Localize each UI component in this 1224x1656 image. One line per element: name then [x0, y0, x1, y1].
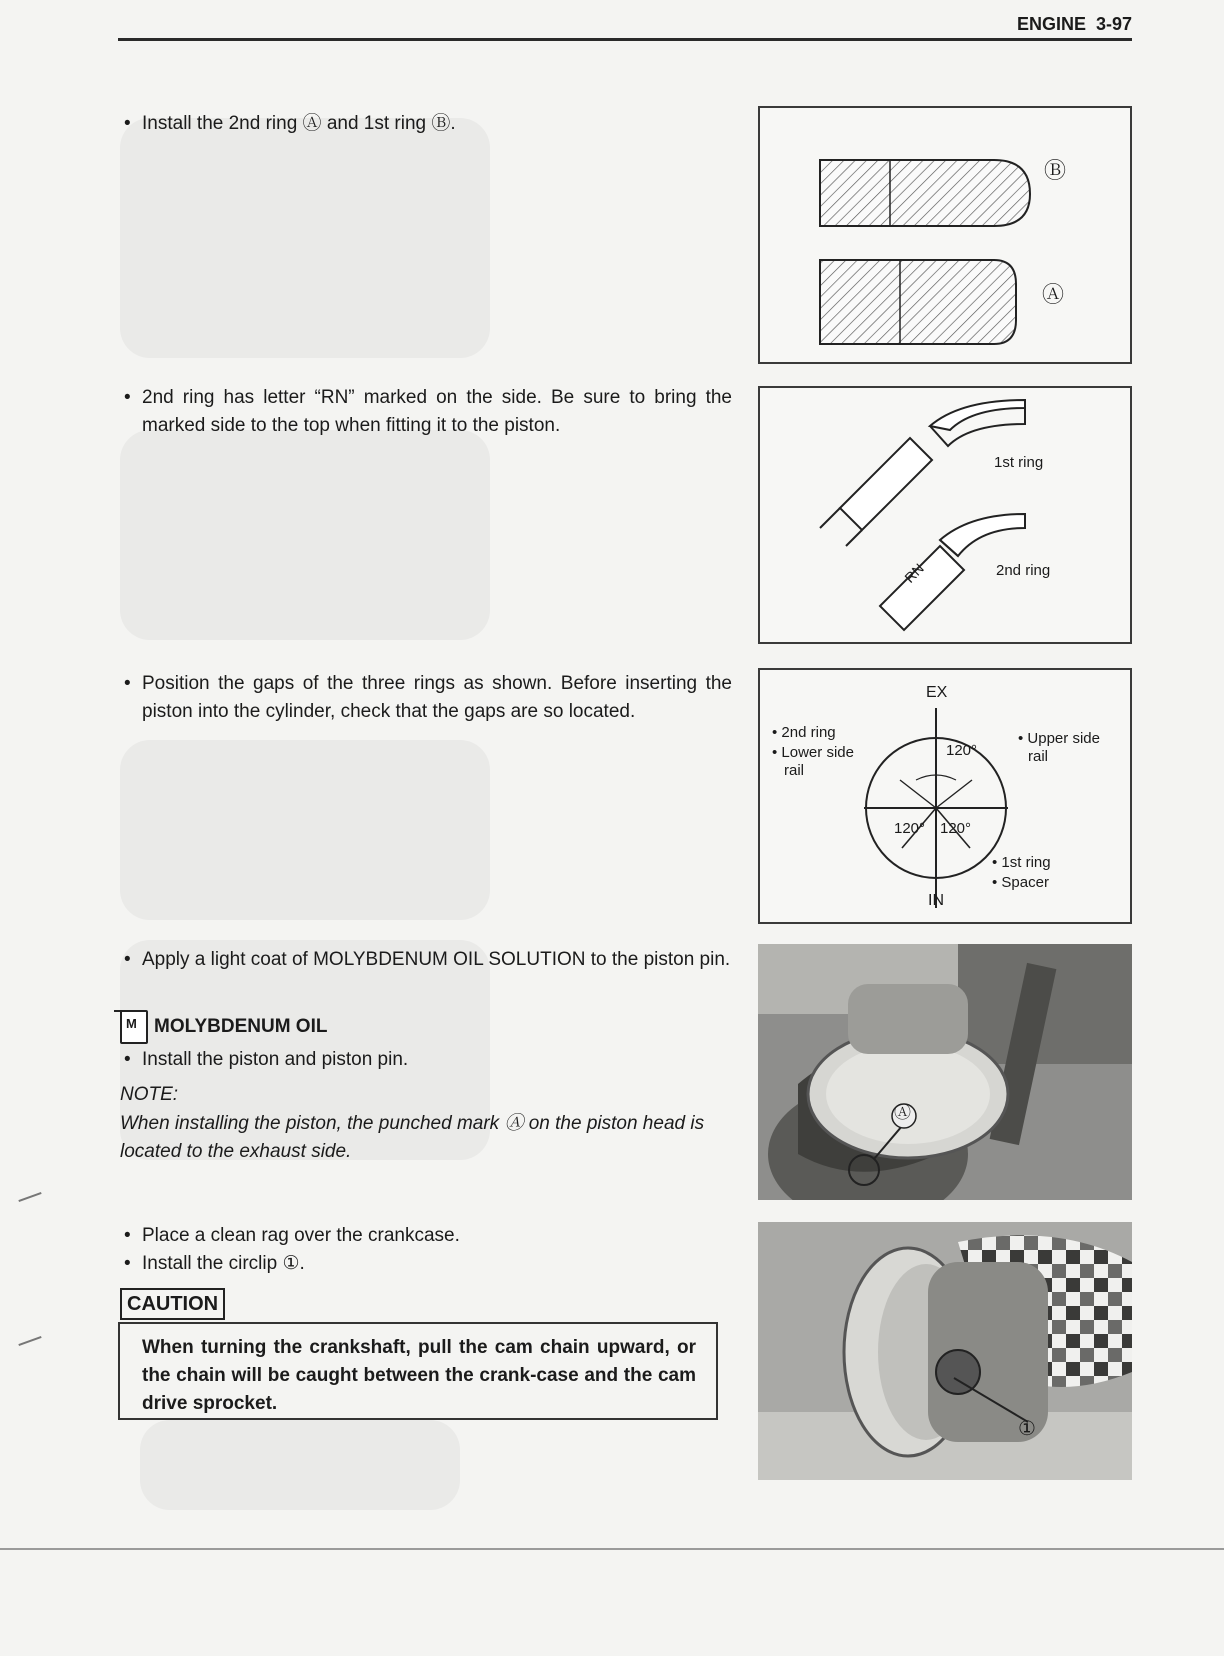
label-mark-b: Ⓑ — [1044, 158, 1067, 183]
photo-mark-a: Ⓐ — [894, 1103, 911, 1122]
label-rn-mark: RN — [901, 560, 927, 586]
section-title: ENGINE — [1016, 14, 1086, 34]
piston-install-photo — [758, 944, 1132, 1200]
page-header — [1017, 14, 1132, 35]
label-in: IN — [928, 892, 944, 909]
ring-gap-figure — [758, 668, 1132, 924]
label-upper-side: • Upper side — [1018, 730, 1100, 747]
label-angle: 120° — [946, 742, 978, 759]
label-mark-a: Ⓐ — [1042, 282, 1065, 307]
caution-label: CAUTION — [120, 1288, 225, 1320]
circlip-photo — [758, 1222, 1132, 1480]
margin-mark — [18, 1192, 41, 1202]
label-2nd-ring: • 2nd ring — [772, 724, 836, 741]
oil-label: MOLYBDENUM OIL — [154, 1016, 328, 1037]
step-rn-mark: • 2nd ring has letter “RN” marked on the side. Be sure to bring the marked side to the top when fitting it to the piston. — [120, 384, 732, 440]
step-place-rag: • Place a clean rag over the crankcase. — [120, 1222, 732, 1250]
photo-mark-1: ① — [1018, 1418, 1036, 1440]
page-number: 3-97 — [1095, 14, 1132, 34]
ring-gap-diagram — [760, 670, 1130, 922]
piston-photo-illustration — [758, 944, 1132, 1200]
label-ex: EX — [926, 684, 948, 701]
label-rail: rail — [784, 762, 805, 779]
step-moly-oil: • Apply a light coat of MOLYBDENUM OIL SOLUTION to the piston pin. — [120, 946, 732, 974]
caution-box — [118, 1322, 718, 1420]
label-angle: 120° — [940, 820, 972, 837]
show-through-shadow — [120, 118, 490, 358]
note-label: NOTE: — [120, 1084, 179, 1105]
step-install-circlip: • Install the circlip ①. — [120, 1250, 732, 1278]
label-1st-ring: 1st ring — [994, 454, 1044, 471]
step-install-piston: • Install the piston and piston pin. — [120, 1046, 732, 1074]
molybdenum-oil-callout — [120, 1010, 327, 1044]
show-through-shadow — [140, 1420, 460, 1510]
margin-mark — [18, 1336, 41, 1346]
ring-cross-section-drawing — [760, 108, 1130, 362]
show-through-shadow — [120, 430, 490, 640]
label-lower-side: • Lower side — [772, 744, 854, 761]
footer-rule — [0, 1548, 1224, 1550]
label-2nd-ring: 2nd ring — [996, 562, 1051, 579]
caution-text: When turning the crankshaft, pull the cam chain upward, or the chain will be caught between the crank-case and the cam drive sprocket. — [142, 1337, 696, 1414]
ring-section-figure — [758, 106, 1132, 364]
circlip-photo-illustration — [758, 1222, 1132, 1480]
note-text: When installing the piston, the punched mark Ⓐ on the piston head is located to the exhaust side. — [120, 1113, 705, 1162]
header-rule — [118, 38, 1132, 41]
ring-orientation-figure — [758, 386, 1132, 644]
label-1st-ring: • 1st ring — [992, 854, 1051, 871]
label-angle: 120° — [894, 820, 926, 837]
step-ring-gaps: • Position the gaps of the three rings as shown. Before inserting the piston into the cylinder, check that the gaps are so located. — [120, 670, 732, 726]
label-rail: rail — [1028, 748, 1049, 765]
ring-orientation-drawing — [760, 388, 1130, 642]
label-spacer: • Spacer — [992, 874, 1049, 891]
step-install-rings: • Install the 2nd ring Ⓐ and 1st ring Ⓑ. — [120, 110, 522, 138]
oil-can-icon — [120, 1010, 148, 1044]
show-through-shadow — [120, 740, 490, 920]
